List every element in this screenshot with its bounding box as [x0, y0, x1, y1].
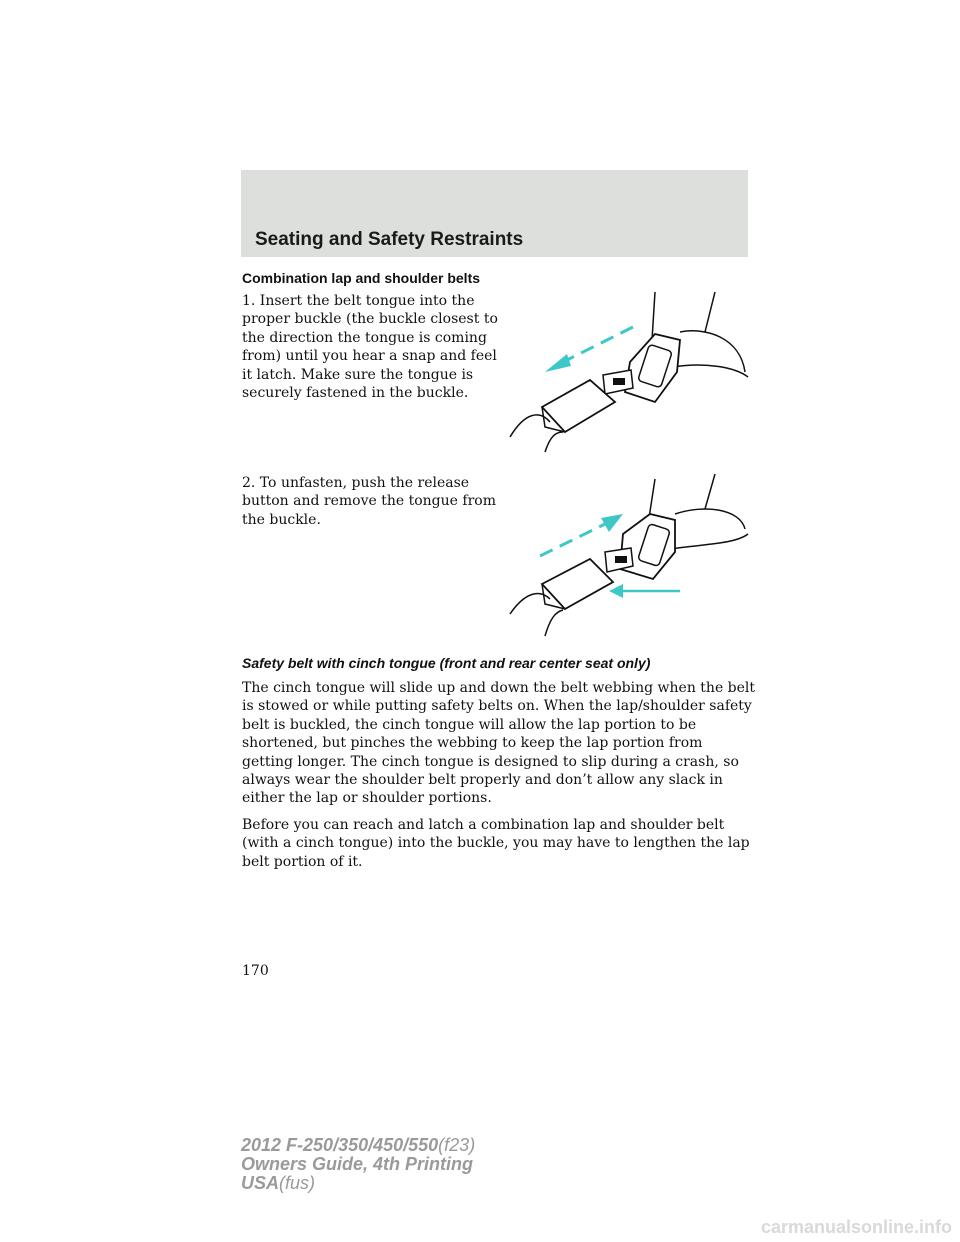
section-header-band — [241, 170, 748, 257]
footer-publication-info — [241, 1136, 475, 1193]
buckle-release-illustration — [505, 474, 755, 644]
footer-region-code: (fus) — [279, 1173, 316, 1193]
cinch-paragraph-2: Before you can reach and latch a combination lap and shoulder belt (with a cinch tongue) into the buckle, you may have to lengthen the lap belt portion of it. — [242, 817, 750, 870]
cinch-tongue-heading: Safety belt with cinch tongue (front and rear center seat only) — [242, 655, 651, 671]
buckle-insert-illustration — [505, 292, 755, 462]
footer-model: 2012 F-250/350/450/550 — [241, 1135, 439, 1155]
direction-arrow — [540, 524, 605, 556]
direction-arrow — [563, 327, 633, 362]
section-header-title: Seating and Safety Restraints — [255, 229, 524, 250]
footer-model-code: (f23) — [438, 1135, 476, 1155]
subheading-lap-shoulder-belts: Combination lap and shoulder belts — [242, 270, 481, 286]
footer-region: USA — [241, 1173, 280, 1193]
step-2-text: 2. To unfasten, push the release button and remove the tongue from the buckle. — [242, 475, 496, 528]
page-number: 170 — [242, 963, 269, 979]
cinch-paragraph-1: The cinch tongue will slide up and down the belt webbing when the belt is stowed or while putting safety belts on. When the lap/shoulder safety belt is buckled, the cinch tongue will allow the lap portion to be shortened, but pinches the webbing to keep the lap portion from getting longer. The cinch tongue is designed to slip during a crash, so always wear the shoulder belt properly and don’t allow any slack in either the lap or shoulder portions. — [242, 680, 756, 807]
footer-printing: Owners Guide, 4th Printing — [241, 1154, 474, 1174]
watermark: carmanualsonline.info — [760, 1217, 952, 1237]
arrowhead — [609, 584, 623, 598]
step-1-text: 1. Insert the belt tongue into the proper buckle (the buckle closest to the direction the tongue is coming from) until you hear a snap and feel it latch. Make sure the tongue is securely fastened in the buckle. — [242, 293, 498, 402]
arrowhead — [601, 514, 623, 532]
arrowhead — [545, 354, 571, 372]
